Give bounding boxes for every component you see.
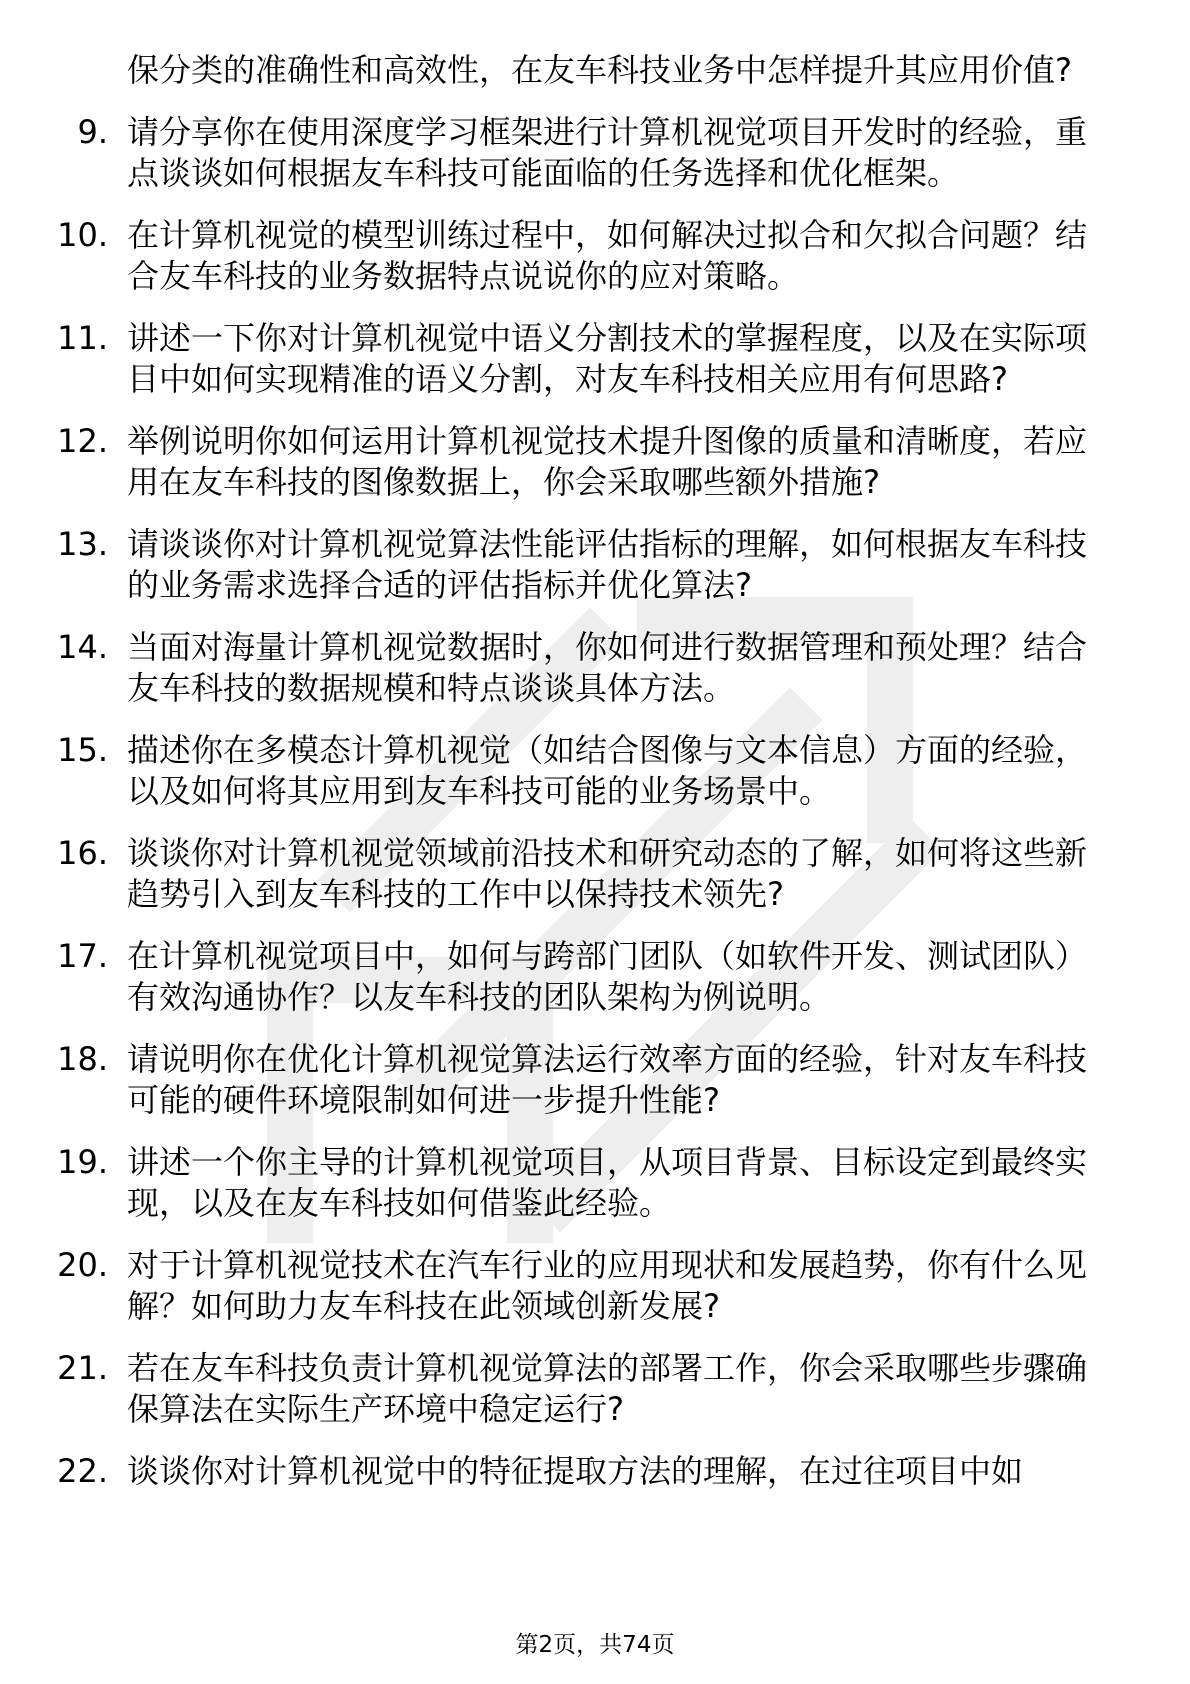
item-number: 12. [57,422,108,460]
item-number: 10. [57,216,108,254]
list-item [52,112,1112,194]
item-number: 20. [57,1246,108,1284]
item-text: 若在友车科技负责计算机视觉算法的部署工作，你会采取哪些步骤确保算法在实际生产环境中稳定运行? [127,1349,1088,1428]
continued-text: 保分类的准确性和高效性，在友车科技业务中怎样提升其应用价值? [127,51,1072,89]
list-item [52,627,1112,709]
item-number: 15. [57,731,108,769]
list-item [52,1451,1112,1492]
item-text: 当面对海量计算机视觉数据时，你如何进行数据管理和预处理？结合友车科技的数据规模和特点谈谈具体方法。 [127,628,1088,707]
list-item [52,1348,1112,1430]
list-item [52,1142,1112,1224]
item-text: 对于计算机视觉技术在汽车行业的应用现状和发展趋势，你有什么见解？如何助力友车科技在此领域创新发展? [127,1246,1088,1325]
list-item [52,421,1112,503]
item-number: 21. [57,1349,108,1387]
item-text: 在计算机视觉的模型训练过程中，如何解决过拟合和欠拟合问题？结合友车科技的业务数据特点说说你的应对策略。 [127,216,1088,295]
item-number: 14. [57,628,108,666]
item-number: 13. [57,525,108,563]
item-number: 11. [57,319,108,357]
item-number: 22. [57,1452,108,1490]
list-item [52,730,1112,812]
item-number: 17. [57,937,108,975]
item-text: 讲述一个你主导的计算机视觉项目，从项目背景、目标设定到最终实现，以及在友车科技如何借鉴此经验。 [127,1143,1088,1222]
item-text: 描述你在多模态计算机视觉（如结合图像与文本信息）方面的经验，以及如何将其应用到友车科技可能的业务场景中。 [127,731,1088,810]
list-item [52,215,1112,297]
item-text: 讲述一下你对计算机视觉中语义分割技术的掌握程度，以及在实际项目中如何实现精准的语义分割，对友车科技相关应用有何思路? [127,319,1088,398]
item-number: 18. [57,1040,108,1078]
item-text: 请分享你在使用深度学习框架进行计算机视觉项目开发时的经验，重点谈谈如何根据友车科技可能面临的任务选择和优化框架。 [127,113,1088,192]
item-text: 谈谈你对计算机视觉领域前沿技术和研究动态的了解，如何将这些新趋势引入到友车科技的工作中以保持技术领先? [127,834,1088,913]
item-text: 谈谈你对计算机视觉中的特征提取方法的理解，在过往项目中如 [127,1452,1024,1490]
list-item [52,833,1112,915]
list-item [52,1039,1112,1121]
item-number: 16. [57,834,108,872]
item-text: 在计算机视觉项目中，如何与跨部门团队（如软件开发、测试团队）有效沟通协作？以友车科技的团队架构为例说明。 [127,937,1088,1016]
list-item [52,524,1112,606]
page-footer: 第2页，共74页 [515,1632,675,1658]
list-item [52,936,1112,1018]
list-item [52,1245,1112,1327]
list-item [52,318,1112,400]
item-text: 请说明你在优化计算机视觉算法运行效率方面的经验，针对友车科技可能的硬件环境限制如何进一步提升性能? [127,1040,1088,1119]
item-text: 请谈谈你对计算机视觉算法性能评估指标的理解，如何根据友车科技的业务需求选择合适的评估指标并优化算法? [127,525,1088,604]
item-number: 9. [77,113,108,151]
question-list [52,50,1112,1513]
item-text: 举例说明你如何运用计算机视觉技术提升图像的质量和清晰度，若应用在友车科技的图像数据上，你会采取哪些额外措施? [127,422,1088,501]
item-number: 19. [57,1143,108,1181]
